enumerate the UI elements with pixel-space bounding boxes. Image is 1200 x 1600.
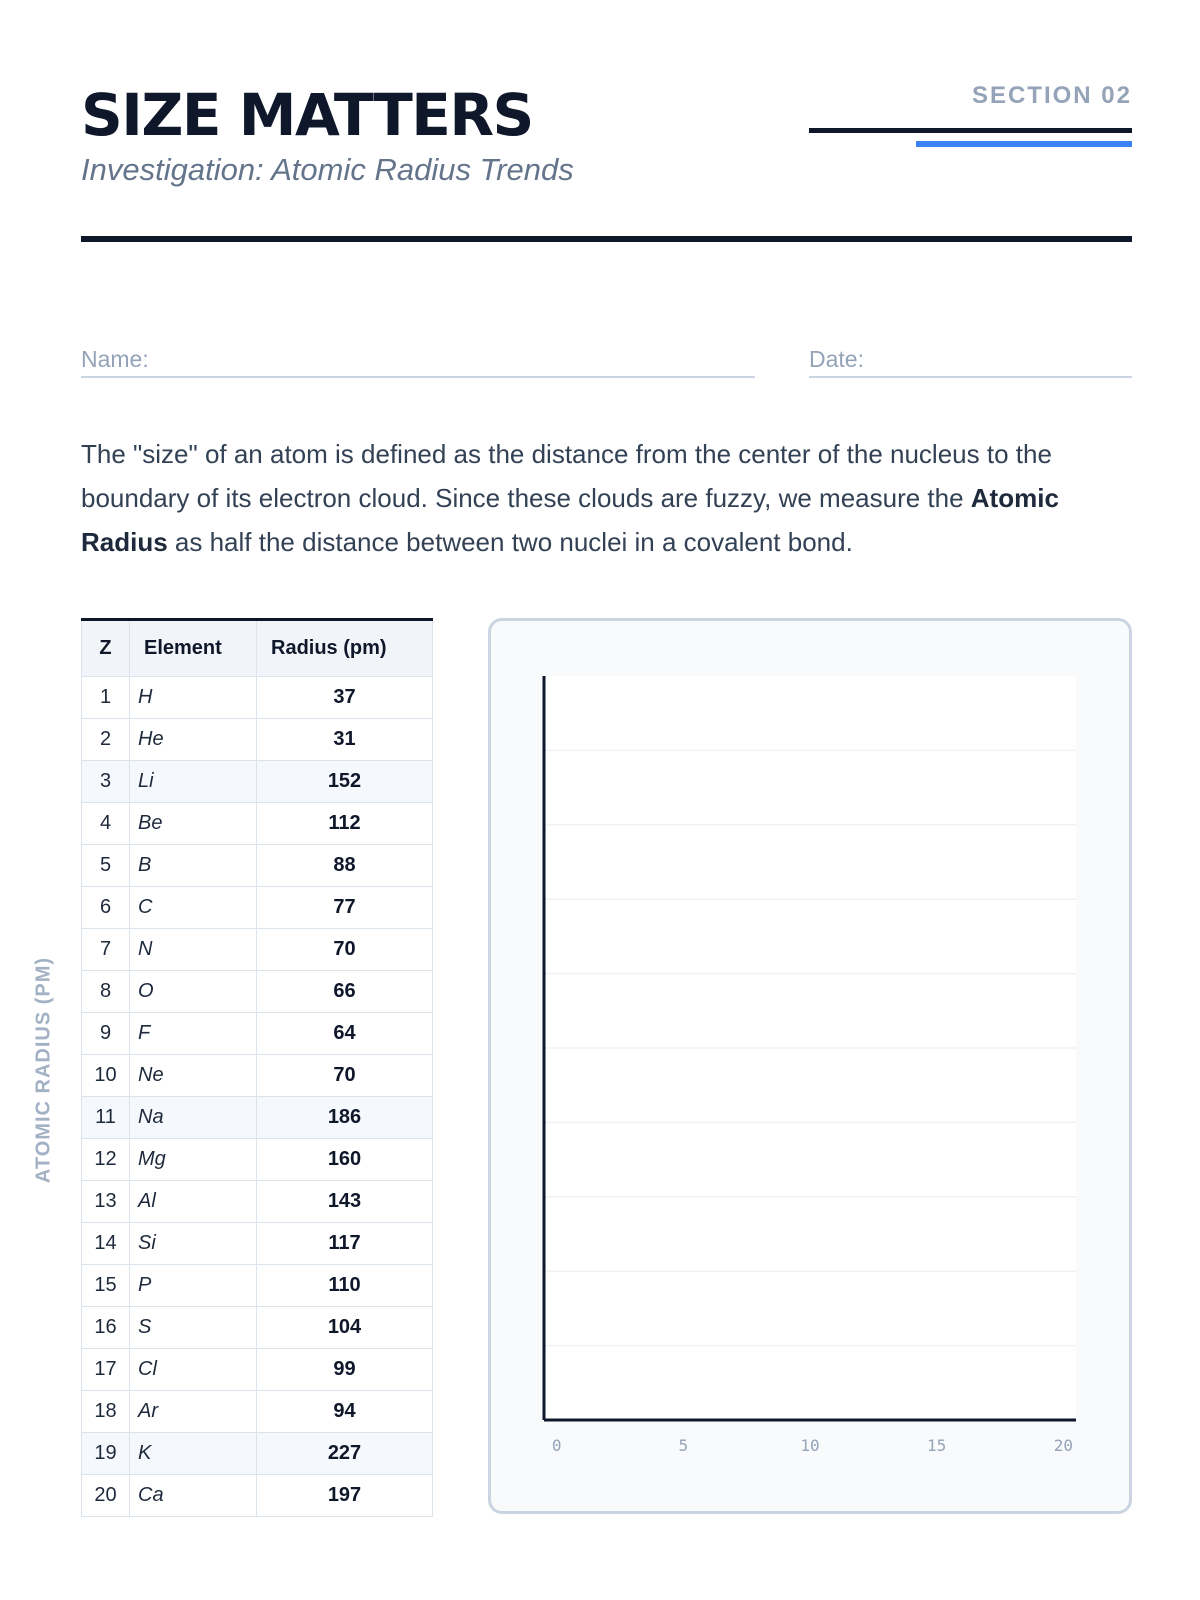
cell-element: N bbox=[130, 929, 257, 971]
cell-radius: 117 bbox=[257, 1223, 433, 1265]
cell-element: Na bbox=[130, 1097, 257, 1139]
cell-element: H bbox=[130, 677, 257, 719]
cell-z: 5 bbox=[82, 845, 130, 887]
intro-text-1: The "size" of an atom is defined as the distance from the center of the nucleus to the boundary of its electron cloud. Since these clouds are fuzzy, we measure the bbox=[81, 439, 1052, 513]
cell-element: Cl bbox=[130, 1349, 257, 1391]
cell-element: Ne bbox=[130, 1055, 257, 1097]
cell-element: Li bbox=[130, 761, 257, 803]
cell-element: K bbox=[130, 1433, 257, 1475]
cell-z: 3 bbox=[82, 761, 130, 803]
cell-element: Al bbox=[130, 1181, 257, 1223]
y-axis-label: ATOMIC RADIUS (PM) bbox=[32, 956, 55, 1184]
cell-radius: 99 bbox=[257, 1349, 433, 1391]
cell-z: 7 bbox=[82, 929, 130, 971]
cell-radius: 70 bbox=[257, 1055, 433, 1097]
cell-radius: 31 bbox=[257, 719, 433, 761]
cell-radius: 66 bbox=[257, 971, 433, 1013]
cell-element: Be bbox=[130, 803, 257, 845]
column-header-element: Element bbox=[130, 620, 257, 677]
x-tick-label: 0 bbox=[551, 1436, 562, 1455]
cell-element: He bbox=[130, 719, 257, 761]
x-tick-label: 20 bbox=[1053, 1436, 1073, 1455]
cell-z: 6 bbox=[82, 887, 130, 929]
cell-z: 17 bbox=[82, 1349, 130, 1391]
cell-z: 15 bbox=[82, 1265, 130, 1307]
cell-z: 19 bbox=[82, 1433, 130, 1475]
cell-z: 10 bbox=[82, 1055, 130, 1097]
column-header-radius: Radius (pm) bbox=[257, 620, 433, 677]
intro-text-2: as half the distance between two nuclei in a covalent bond. bbox=[167, 527, 853, 557]
cell-element: O bbox=[130, 971, 257, 1013]
x-tick-label: 15 bbox=[927, 1436, 947, 1455]
cell-z: 11 bbox=[82, 1097, 130, 1139]
cell-z: 9 bbox=[82, 1013, 130, 1055]
column-header-z: Z bbox=[82, 620, 130, 677]
cell-element: F bbox=[130, 1013, 257, 1055]
cell-z: 14 bbox=[82, 1223, 130, 1265]
cell-z: 1 bbox=[82, 677, 130, 719]
cell-element: C bbox=[130, 887, 257, 929]
section-label: SECTION 02 bbox=[971, 82, 1132, 109]
cell-radius: 94 bbox=[257, 1391, 433, 1433]
cell-z: 20 bbox=[82, 1475, 130, 1517]
cell-radius: 152 bbox=[257, 761, 433, 803]
cell-element: Mg bbox=[130, 1139, 257, 1181]
cell-radius: 88 bbox=[257, 845, 433, 887]
cell-radius: 104 bbox=[257, 1307, 433, 1349]
date-label: Date: bbox=[809, 346, 864, 372]
cell-z: 8 bbox=[82, 971, 130, 1013]
name-label: Name: bbox=[81, 346, 149, 372]
x-tick-label: 10 bbox=[800, 1436, 820, 1455]
cell-element: Ar bbox=[130, 1391, 257, 1433]
cell-element: Ca bbox=[130, 1475, 257, 1517]
cell-radius: 37 bbox=[257, 677, 433, 719]
intro-bold-term: Atomic Radius bbox=[81, 483, 1059, 557]
cell-element: P bbox=[130, 1265, 257, 1307]
cell-radius: 143 bbox=[257, 1181, 433, 1223]
page-subtitle: Investigation: Atomic Radius Trends bbox=[81, 152, 574, 187]
cell-z: 4 bbox=[82, 803, 130, 845]
cell-radius: 227 bbox=[257, 1433, 433, 1475]
cell-z: 12 bbox=[82, 1139, 130, 1181]
cell-radius: 186 bbox=[257, 1097, 433, 1139]
cell-element: Si bbox=[130, 1223, 257, 1265]
cell-radius: 160 bbox=[257, 1139, 433, 1181]
x-tick-label: 5 bbox=[678, 1436, 689, 1455]
cell-z: 16 bbox=[82, 1307, 130, 1349]
cell-element: S bbox=[130, 1307, 257, 1349]
cell-z: 2 bbox=[82, 719, 130, 761]
cell-element: B bbox=[130, 845, 257, 887]
cell-z: 13 bbox=[82, 1181, 130, 1223]
cell-radius: 70 bbox=[257, 929, 433, 971]
cell-radius: 77 bbox=[257, 887, 433, 929]
cell-radius: 197 bbox=[257, 1475, 433, 1517]
cell-radius: 112 bbox=[257, 803, 433, 845]
cell-radius: 64 bbox=[257, 1013, 433, 1055]
cell-z: 18 bbox=[82, 1391, 130, 1433]
cell-radius: 110 bbox=[257, 1265, 433, 1307]
page-title: SIZE MATTERS bbox=[81, 81, 533, 149]
